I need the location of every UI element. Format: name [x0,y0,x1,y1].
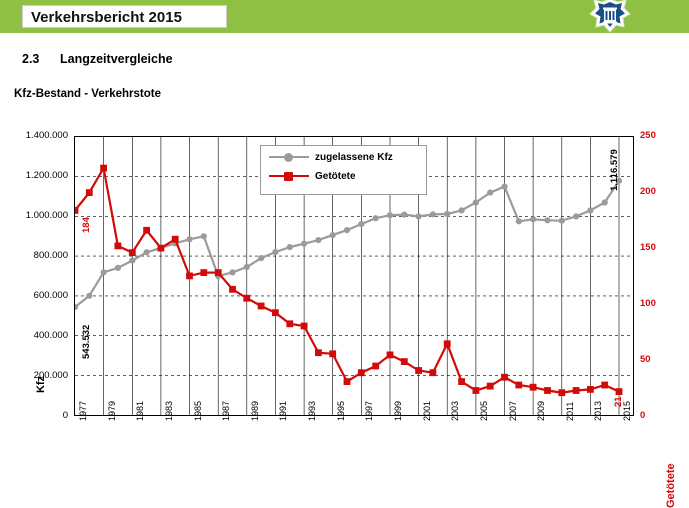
y-axis-label: Kfz [35,375,47,393]
x-tick-label: 2009 [536,400,547,421]
annotation-getoetete-end: 21 [613,396,624,407]
y2-tick-label: 150 [640,242,656,253]
annotation-kfz-start: 543.532 [81,324,92,359]
chart-legend [260,145,427,195]
y2-tick-label: 250 [640,130,656,141]
chart-container [14,118,677,508]
y2-axis-label: Getötete [665,463,677,508]
x-tick-label: 1985 [192,400,203,421]
annotation-getoetete-start: 184 [81,217,92,233]
police-crest-icon [588,0,632,36]
x-tick-label: 2015 [622,400,632,421]
y-tick-label: 1.400.000 [25,130,68,141]
section-number: 2.3 [22,52,40,66]
y-tick-label: 1.000.000 [25,210,68,221]
x-tick-label: 2011 [564,401,575,421]
annotation-kfz-end: 1.116.579 [609,149,620,191]
x-tick-label: 1997 [364,400,375,421]
legend-item-getoetete [269,171,356,182]
y2-tick-label: 50 [640,354,651,365]
y2-tick-label: 200 [640,186,656,197]
section-title: Langzeitvergleiche [60,52,173,66]
plot-area [74,136,634,416]
page-title: Verkehrsbericht 2015 [22,5,227,28]
x-tick-label: 1977 [78,400,88,421]
y-tick-label: 400.000 [33,330,68,341]
y2-tick-label: 100 [640,298,656,309]
legend-label: zugelassene Kfz [315,152,393,163]
x-tick-label: 1983 [163,400,174,421]
chart-subtitle: Kfz-Bestand - Verkehrstote [14,88,161,100]
x-tick-label: 2007 [507,400,518,421]
x-tick-label: 1979 [106,400,117,421]
x-tick-label: 2003 [450,400,461,421]
x-tick-label: 1987 [221,400,232,421]
y-tick-label: 800.000 [33,250,68,261]
y-tick-label: 0 [62,410,68,421]
x-tick-label: 2005 [478,400,489,421]
x-tick-label: 1989 [249,400,260,421]
page-header-band [0,0,689,33]
x-tick-label: 1993 [307,400,318,421]
y-tick-label: 200.000 [33,370,68,381]
x-tick-label: 1999 [393,400,403,421]
x-tick-label: 2001 [421,400,432,421]
x-tick-label: 1995 [335,400,346,421]
y-tick-label: 1.200.000 [25,170,68,181]
legend-line-circle-icon [269,152,309,162]
legend-label: Getötete [315,171,356,182]
x-tick-label: 1991 [278,400,289,421]
y2-tick-label: 0 [640,410,646,421]
series-getoetete [75,165,622,396]
x-tick-label: 1981 [135,400,146,421]
y-tick-label: 600.000 [33,290,68,301]
x-tick-label: 2013 [593,400,604,421]
legend-item-kfz [269,152,393,163]
legend-line-square-icon [269,171,309,181]
